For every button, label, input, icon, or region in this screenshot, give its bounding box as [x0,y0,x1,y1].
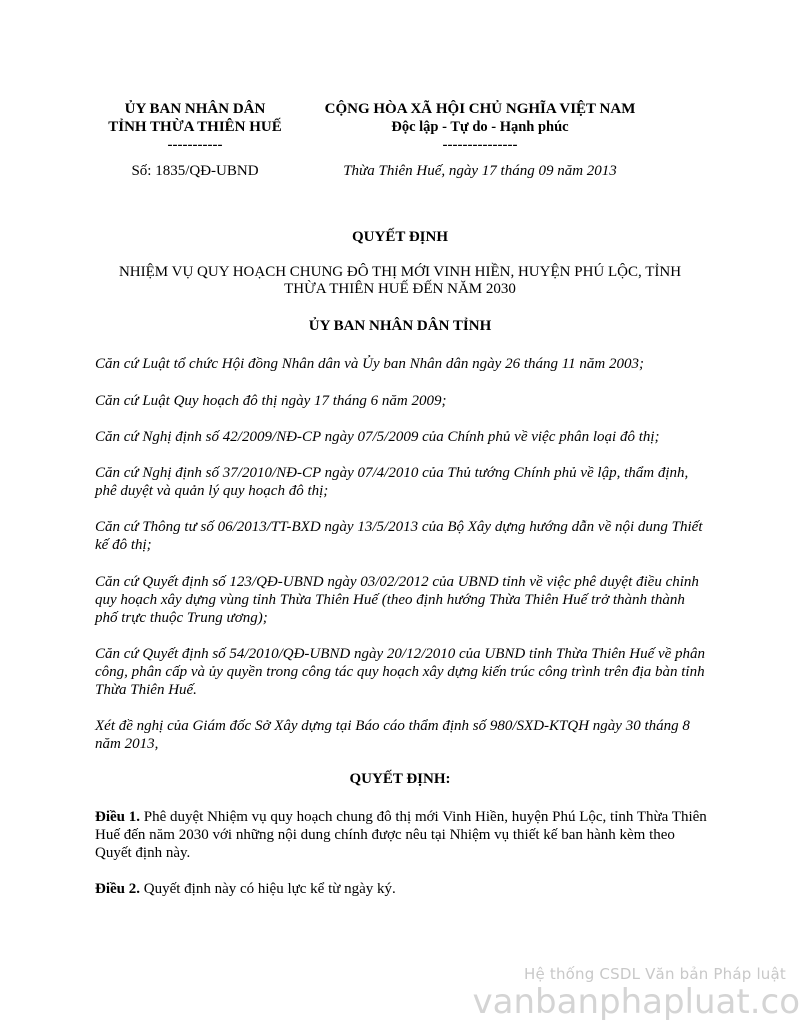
legal-basis-2: Căn cứ Luật Quy hoạch đô thị ngày 17 tháng 6 năm 2009; [95,393,447,409]
watermark-caption: Hệ thống CSDL Văn bản Pháp luật [523,965,786,983]
document-date: Thừa Thiên Huế, ngày 17 tháng 09 năm 2013 [343,163,617,179]
nation-title: CỘNG HÒA XÃ HỘI CHỦ NGHĨA VIỆT NAM [324,101,636,117]
proposal-basis: Xét đề nghị của Giám đốc Sở Xây dựng tại Báo cáo thẩm định số 980/SXD-KTQH ngày 30 tháng 8 năm 2013, [95,718,690,752]
legal-basis-6: Căn cứ Quyết định số 123/QĐ-UBND ngày 03/02/2012 của UBND tỉnh về việc phê duyệt điều chỉnh quy hoạch xây dựng vùng tỉnh Thừa Thiên Huế (theo định hướng Thừa Thiên Huế trở thành thành phố trực thuộc Trung ương); [95,574,699,626]
issuer-block [95,100,295,154]
nation-block [305,100,655,154]
article-2-text: Quyết định này có hiệu lực kể từ ngày ký. [140,881,396,897]
document-subject: NHIỆM VỤ QUY HOẠCH CHUNG ĐÔ THỊ MỚI VINH HIỀN, HUYỆN PHÚ LỘC, TỈNH THỪA THIÊN HUẾ ĐẾN NĂM 2030 [118,264,682,297]
document-title: QUYẾT ĐỊNH [352,229,448,245]
legal-basis-5: Căn cứ Thông tư số 06/2013/TT-BXD ngày 13/5/2013 của Bộ Xây dựng hướng dẫn về nội dung Thiết kế đô thị; [95,519,703,553]
legal-basis-1: Căn cứ Luật tổ chức Hội đồng Nhân dân và Ủy ban Nhân dân ngày 26 tháng 11 năm 2003; [95,356,644,372]
article-1-text: Phê duyệt Nhiệm vụ quy hoạch chung đô thị mới Vinh Hiền, huyện Phú Lộc, tỉnh Thừa Thiên Huế đến năm 2030 với những nội dung chính được nêu tại Nhiệm vụ thiết kế ban hành kèm theo Quyết định này. [95,809,707,861]
decision-heading: QUYẾT ĐỊNH: [349,771,451,787]
legal-basis-4: Căn cứ Nghị định số 37/2010/NĐ-CP ngày 07/4/2010 của Thủ tướng Chính phủ về lập, thẩm định, phê duyệt và quản lý quy hoạch đô thị; [95,465,689,499]
article-1 [95,808,707,862]
issuer-line1: ỦY BAN NHÂN DÂN [124,101,266,117]
motto-rule: --------------- [442,137,518,153]
article-1-label: Điều 1. [95,809,140,825]
article-2 [95,880,707,898]
issuing-authority: ỦY BAN NHÂN DÂN TỈNH [308,318,492,334]
motto: Độc lập - Tự do - Hạnh phúc [391,119,569,135]
legal-basis-7: Căn cứ Quyết định số 54/2010/QĐ-UBND ngày 20/12/2010 của UBND tỉnh Thừa Thiên Huế về phân công, phân cấp và ủy quyền trong công tác quy hoạch xây dựng kiến trúc công trình trên địa bàn tỉnh Thừa Thiên Huế. [95,646,706,698]
issuer-line2: TỈNH THỪA THIÊN HUẾ [108,119,282,135]
issuer-rule: ----------- [167,137,223,153]
watermark-site: vanbanphapluat.co [472,982,800,1022]
article-2-label: Điều 2. [95,881,140,897]
legal-basis-3: Căn cứ Nghị định số 42/2009/NĐ-CP ngày 07/5/2009 của Chính phủ về việc phân loại đô thị; [95,429,660,445]
document-number: Số: 1835/QĐ-UBND [131,163,259,179]
